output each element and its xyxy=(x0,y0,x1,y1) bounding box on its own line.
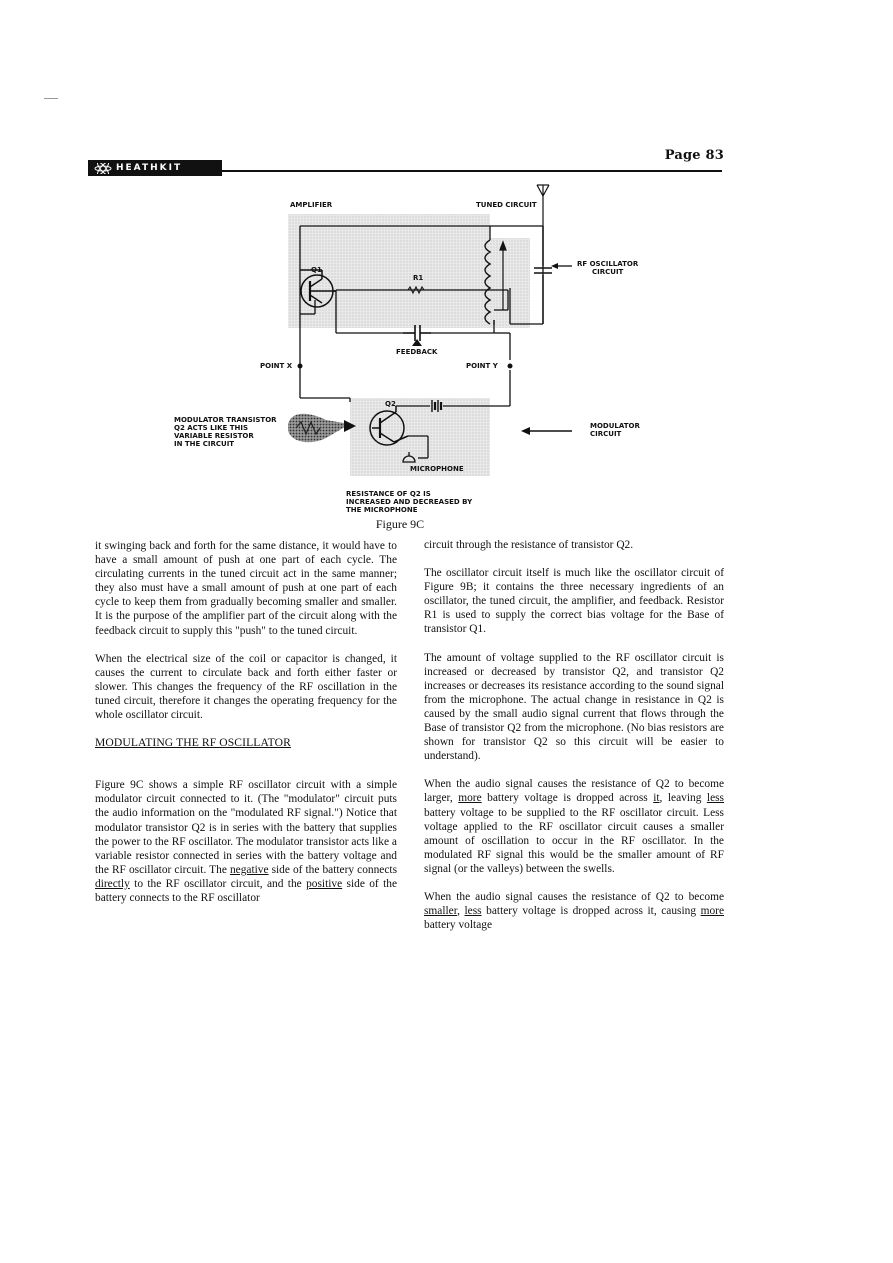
right-paragraph-5: When the audio signal causes the resistance of Q2 to become smaller, less battery voltage is dropped across it, causing more battery voltage xyxy=(424,890,725,932)
right-paragraph-3: The amount of voltage supplied to the RF oscillator circuit is increased or decreased by transistor Q2, and transistor Q2 increases or decreases its resistance according to the sound signal from the microphone. The actual change in resistance in Q2 is caused by the small audio signal current that flows through the Base of transistor Q2 from the microphone. (No bias resistors are shown for transistor Q2 so this circuit will be easier to understand). xyxy=(424,651,724,763)
modulator-label: MODULATOR xyxy=(590,422,640,430)
variable-resistor-icon xyxy=(288,414,356,442)
underlined-word: it xyxy=(653,792,660,805)
underlined-word: negative xyxy=(229,863,269,876)
tuned-capacitor xyxy=(534,226,552,324)
q2-label: Q2 xyxy=(385,400,396,408)
heathkit-logo xyxy=(88,160,222,176)
oscillator-shading xyxy=(288,214,530,328)
right-paragraph-1: circuit through the resistance of transistor Q2. xyxy=(424,539,634,551)
underlined-word: smaller xyxy=(424,905,458,918)
right-paragraph-4: When the audio signal causes the resistance of Q2 to become larger, more battery voltage is dropped across it, leaving less battery voltage to be supplied to the RF oscillator circuit. Less voltage applied to the RF oscillator circuit causes a smaller amount of oscillation to occur in the RF oscillator. In the modulated RF signal this would be the smaller amount of RF signal (or the valleys) between the swells. xyxy=(424,778,724,875)
microphone-label: MICROPHONE xyxy=(410,465,464,473)
left-paragraph-1: it swinging back and forth for the same distance, it would have to have a small amount of push at one part of each cycle. The circulating currents in the tuned circuit act in the same manner; they also must have a small amount of push at one part of each cycle to keep them from gradually becoming smaller and smaller. It is the purpose of the amplifier part of the circuit along with the feedback circuit to supply this "push" to the tuned circuit. xyxy=(95,540,397,637)
mod-transistor-label-3: VARIABLE RESISTOR xyxy=(174,432,254,440)
figure-caption: Figure 9C xyxy=(375,517,425,531)
underlined-word: more xyxy=(458,792,482,805)
underlined-word: positive xyxy=(306,877,343,890)
mod-transistor-label-4: IN THE CIRCUIT xyxy=(174,440,235,448)
right-column xyxy=(424,538,724,946)
circuit-diagram xyxy=(160,180,680,515)
modulator-label-2: CIRCUIT xyxy=(590,430,622,438)
resistance-note-2: INCREASED AND DECREASED BY xyxy=(346,498,473,506)
point-x-label: POINT X xyxy=(260,362,293,370)
mod-transistor-label-1: MODULATOR TRANSISTOR xyxy=(174,416,277,424)
q1-label: Q1 xyxy=(311,266,322,274)
rf-oscillator-label: RF OSCILLATOR xyxy=(577,260,639,268)
mod-transistor-label-2: Q2 ACTS LIKE THIS xyxy=(174,424,249,432)
rf-oscillator-label-2: CIRCUIT xyxy=(592,268,624,276)
header-rule xyxy=(222,170,722,172)
underlined-word: more xyxy=(700,905,725,918)
point-y-dot xyxy=(508,364,513,369)
resistance-note-1: RESISTANCE OF Q2 IS xyxy=(346,490,431,498)
margin-mark xyxy=(44,98,58,99)
underlined-word: less xyxy=(706,792,724,805)
feedback-label: FEEDBACK xyxy=(396,348,438,356)
atom-icon xyxy=(90,162,116,174)
amplifier-label: AMPLIFIER xyxy=(290,201,333,209)
left-paragraph-2: When the electrical size of the coil or capacitor is changed, it causes the current to circulate back and forth either faster or slower. This changes the frequency of the RF oscillation in the tuned circuit, therefore it changes the operating frequency for the whole oscillator circuit. xyxy=(95,652,397,722)
left-column xyxy=(95,539,397,919)
r1-label: R1 xyxy=(413,274,424,282)
antenna-icon xyxy=(537,185,549,226)
page-number: Page 83 xyxy=(664,148,724,163)
modulator-arrow-icon xyxy=(521,427,572,435)
underlined-word: less xyxy=(464,905,482,918)
rf-arrow-icon xyxy=(551,263,572,269)
point-y-label: POINT Y xyxy=(466,362,498,370)
right-paragraph-2: The oscillator circuit itself is much like the oscillator circuit of Figure 9B; it contains the three necessary ingredients of an oscillator, the tuned circuit, the amplifier, and feedback. Resistor R1 is used to supply the correct bias voltage for the Base of transistor Q1. xyxy=(424,567,724,636)
brand-name: HEATHKIT xyxy=(116,163,183,173)
section-heading: MODULATING THE RF OSCILLATOR xyxy=(95,736,291,750)
left-paragraph-3: Figure 9C shows a simple RF oscillator circuit with a simple modulator circuit connected to it. (The "modulator" circuit puts the audio information on the "modulated RF signal.") Notice that modulator transistor Q2 is in series with the battery that supplies the power to the RF oscillator. The modulator transistor acts like a variable resistor connected in series with the battery voltage and the RF oscillator circuit. The negative side of the battery connects directly to the RF oscillator circuit, and the positive side of the battery connects to the RF oscillator xyxy=(95,779,398,904)
tuned-circuit-label: TUNED CIRCUIT xyxy=(476,201,537,209)
underlined-word: directly xyxy=(95,877,130,890)
resistance-note-3: THE MICROPHONE xyxy=(346,506,418,514)
